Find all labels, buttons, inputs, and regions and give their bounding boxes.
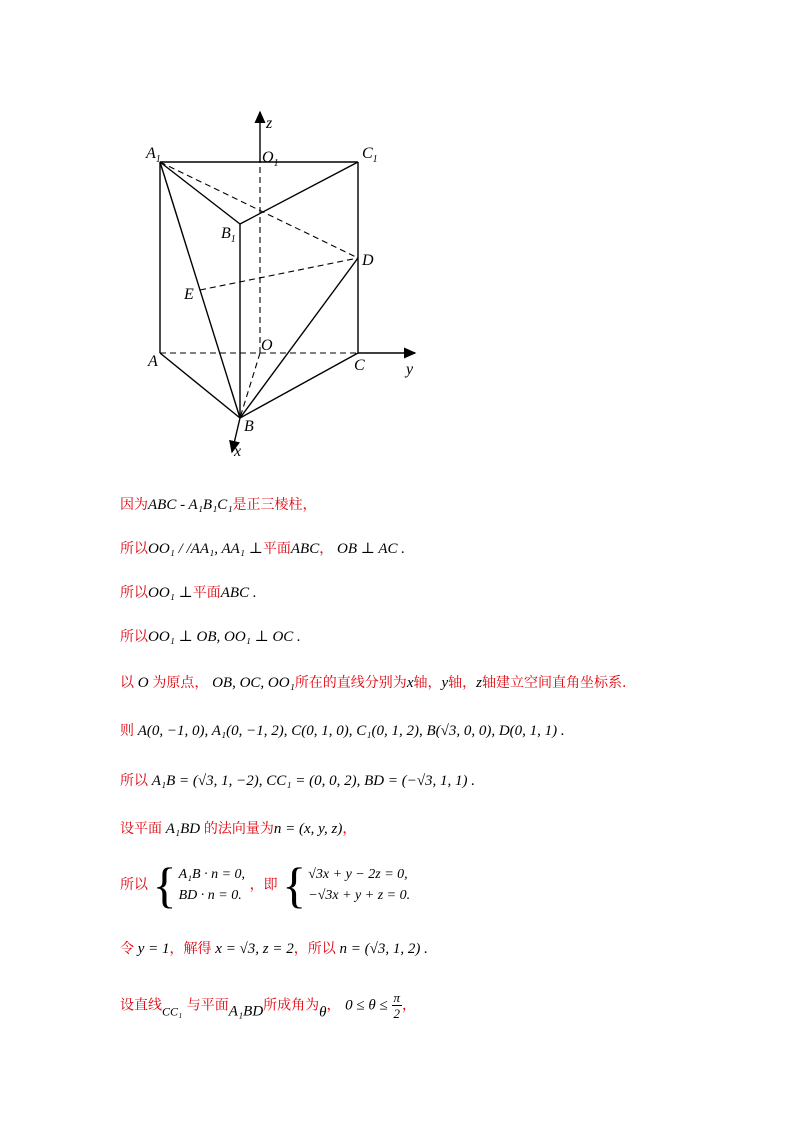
text-line-6 [120,720,565,742]
text-line-5-part-6: x [406,675,414,691]
text-line-5-part-8: y [441,675,449,691]
text-line-6-part-1: 则 [120,723,134,739]
pi-over-2 [392,990,403,1021]
angle-plane: A₁BD [228,1003,264,1020]
text-line-5-part-10: z [476,675,482,691]
text-line-5-part-11: 轴建立空间直角坐标系. [482,675,627,691]
label-D: D [362,252,374,269]
text-line-8-part-1: 设平面 [120,821,162,837]
solve-part-2: y = 1 [134,941,170,957]
system-1 [152,857,246,913]
text-line-2-part-1: 所以 [120,541,148,557]
system-lead: 所以 [120,877,148,893]
text-line-3-part-4: ABC . [220,585,257,601]
angle-comma: ， [326,997,341,1014]
text-line-7-part-1: 所以 [120,773,148,789]
text-line-8-part-4: n = (x, y, z) [273,821,343,837]
edge-A-B [160,353,240,418]
text-line-1 [120,494,317,516]
label-C1: $C_1$ [362,145,378,165]
brace-1: { [152,857,177,913]
label-A: A [148,353,158,370]
text-line-5-part-3: 为原点， [152,675,209,691]
text-line-2 [120,538,405,560]
text-line-1-part-2: ABC - A₁B₁C₁ [148,497,233,513]
label-x-axis: x [234,443,242,460]
text-line-2-part-3: 平面 [262,541,291,557]
angle-tail: 所成角为 [263,997,320,1014]
solve-part-4: x = √3, z = 2 [211,941,294,957]
text-line-5-part-2: O [134,675,153,691]
text-line-3-part-1: 所以 [120,585,148,601]
solve-part-3: ，解得 [169,941,212,957]
label-A1: $A_1$ [146,145,161,165]
text-line-4 [120,626,301,648]
text-line-7 [120,770,475,792]
frac-den: 2 [393,1006,400,1021]
edge-B-D [240,258,358,418]
text-line-1-part-1: 因为 [120,497,148,513]
text-line-8-part-2: A₁BD [162,821,204,837]
label-C: C [354,357,365,374]
prism-figure [130,100,430,460]
edge-A1-D-hidden [160,162,358,258]
text-line-2-part-5: ， [319,541,334,557]
frac-num: π [393,990,401,1005]
equation-system-line [120,857,411,913]
system-mid: ，即 [249,877,278,893]
text-line-2-part-2: OO₁ / /AA₁, AA₁ ⊥ [148,541,263,557]
text-line-5-part-7: 轴， [413,675,442,691]
text-line-5-part-5: 所在的直线分别为 [294,675,407,691]
edge-B1-C1 [240,162,358,224]
text-line-8 [120,818,356,840]
system-2 [282,857,411,913]
text-line-5-part-9: 轴， [448,675,477,691]
system-1-row-2: BD · n = 0. [178,888,242,903]
text-line-1-part-3: 是正三棱柱， [232,497,317,513]
edge-E-D-hidden [200,258,358,290]
angle-line-cc1: CC₁ [162,1004,183,1019]
angle-lead: 设直线 [120,997,162,1014]
text-line-6-part-2: A(0, −1, 0), A₁(0, −1, 2), C(0, 1, 0), C₁(0, 1, 2), B(√3, 0, 0), D(0, 1, 1) . [134,723,565,739]
label-E: E [184,286,194,303]
solve-part-5: ，所以 [293,941,336,957]
system-2-row-2: −√3x + y + z = 0. [308,888,411,903]
text-line-4-part-2: OO₁ ⊥ OB, OO₁ ⊥ OC . [148,629,301,645]
text-line-7-part-2: A₁B = (√3, 1, −2), CC₁ = (0, 0, 2), BD = (−√3, 1, 1) . [148,773,476,789]
label-y-axis: y [406,361,414,378]
edge-A1-B1 [160,162,240,224]
text-line-2-part-4: ABC [290,541,320,557]
label-O1: $O_1$ [262,149,279,169]
solve-line [120,938,428,960]
angle-range: 0 ≤ θ ≤ [345,997,392,1014]
text-line-3 [120,582,257,604]
solve-part-6: n = (√3, 1, 2) . [335,941,428,957]
text-line-2-part-6: OB ⊥ AC . [333,541,405,557]
system-2-row-1: √3x + y − 2z = 0, [308,867,408,882]
text-line-8-part-3: 的法向量为 [203,821,274,837]
label-z-axis: z [266,115,273,132]
text-line-3-part-2: OO₁ ⊥ [148,585,193,601]
angle-line [120,990,416,1024]
text-line-5-part-4: OB, OC, OO₁ [208,675,295,691]
angle-theta: θ [319,1004,327,1021]
label-O: O [261,337,273,354]
text-line-4-part-1: 所以 [120,629,148,645]
solve-part-1: 令 [120,941,134,957]
label-B: B [244,418,254,435]
text-line-5-part-1: 以 [120,675,134,691]
text-line-5 [120,672,626,694]
label-B1: $B_1$ [221,225,236,245]
system-1-row-1: A₁B · n = 0, [178,867,246,882]
brace-2: { [282,857,307,913]
text-line-8-part-5: ， [342,821,357,837]
angle-mid: 与平面 [186,997,229,1014]
edge-B-C [240,353,358,418]
angle-end: ， [402,997,417,1014]
text-line-3-part-3: 平面 [192,585,221,601]
